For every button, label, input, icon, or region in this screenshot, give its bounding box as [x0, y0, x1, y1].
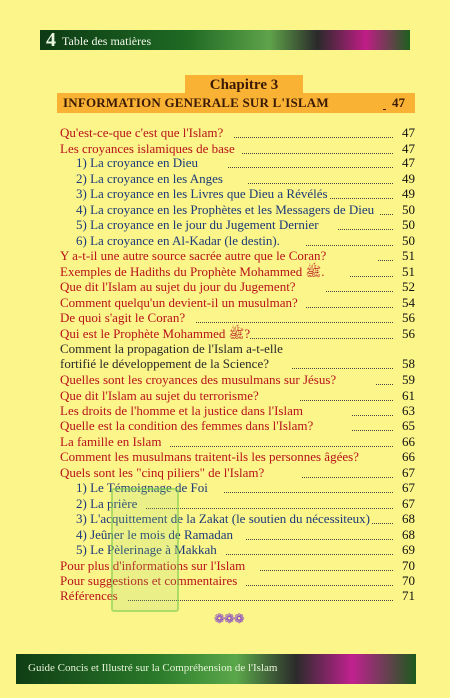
toc-leader	[352, 403, 393, 416]
toc-entry-label: 5) La croyance en le jour du Jugement Dernier	[76, 217, 319, 232]
toc-entry-page: 69	[402, 542, 415, 557]
toc-entry-label: 2) La croyance en les Anges	[76, 171, 223, 186]
toc-entry-page: 51	[402, 264, 415, 279]
toc-leader	[292, 356, 393, 369]
toc-entry[interactable]	[76, 217, 415, 233]
toc-leader	[376, 372, 393, 385]
toc-leader	[260, 558, 393, 571]
chapter-label: Chapitre 3	[185, 75, 303, 95]
toc-leader	[302, 465, 393, 478]
toc-entry-label: Exemples de Hadiths du Prophète Mohammed ﷺ.	[60, 264, 325, 279]
toc-leader	[326, 279, 393, 292]
toc-entry-page: 49	[402, 171, 415, 186]
toc-leader	[350, 264, 393, 277]
toc-entry-label: Quelle est la condition des femmes dans l'Islam?	[60, 418, 314, 433]
toc-entry-label: Comment quelqu'un devient-il un musulman?	[60, 295, 298, 310]
toc-leader	[246, 573, 393, 586]
toc-entry-page: 58	[402, 356, 415, 371]
toc-entry[interactable]	[60, 295, 415, 311]
toc-leader	[372, 511, 393, 524]
toc-entry-page: 59	[402, 372, 415, 387]
toc-entry-label: Pour plus d'informations sur l'Islam	[60, 558, 246, 573]
page-number: 4	[46, 29, 56, 51]
toc-leader	[234, 125, 393, 138]
toc-entry-page: 49	[402, 186, 415, 201]
toc-leader	[146, 496, 393, 509]
toc-entry-page: 51	[402, 248, 415, 263]
toc-entry-label: 4) Jeûner le mois de Ramadan	[76, 527, 234, 542]
toc-entry-label: Comment les musulmans traitent-ils les personnes âgées?	[60, 449, 359, 464]
toc-entry[interactable]	[76, 202, 415, 218]
toc-entry[interactable]	[60, 125, 415, 141]
toc-entry-label: 2) La prière	[76, 496, 138, 511]
toc-entry[interactable]	[60, 434, 415, 450]
toc-entry-label: Que dit l'Islam au sujet du jour du Jugement?	[60, 279, 296, 294]
toc-entry-page: 67	[402, 465, 415, 480]
toc-leader	[300, 388, 393, 401]
toc-entry-page: 68	[402, 511, 415, 526]
page-header	[40, 30, 410, 50]
toc-entry[interactable]	[60, 403, 415, 419]
toc-entry[interactable]	[60, 310, 415, 326]
toc-entry[interactable]	[76, 186, 415, 202]
toc-entry-page: 70	[402, 573, 415, 588]
toc-leader	[352, 418, 393, 431]
toc-entry[interactable]	[60, 341, 415, 357]
toc-entry-label: Qui est le Prophète Mohammed ﷺ?	[60, 326, 251, 341]
toc-entry[interactable]	[60, 279, 415, 295]
toc-entry-page: 66	[402, 449, 415, 464]
ornament-icon: ❁❁❁	[214, 611, 244, 626]
toc-entry-page: 61	[402, 388, 415, 403]
toc-entry-page: 71	[402, 588, 415, 603]
toc-entry-label: Que dit l'Islam au sujet du terrorisme?	[60, 388, 259, 403]
toc-leader	[330, 186, 393, 199]
section-heading[interactable]	[57, 93, 415, 113]
toc-entry-page: 67	[402, 480, 415, 495]
toc-leader	[380, 202, 393, 215]
toc-entry[interactable]	[60, 388, 415, 404]
toc-entry-label: Y a-t-il une autre source sacrée autre que le Coran?	[60, 248, 327, 263]
toc-entry-page: 50	[402, 233, 415, 248]
toc-entry-label: Les croyances islamiques de base	[60, 141, 235, 156]
toc-entry-page: 56	[402, 310, 415, 325]
toc-entry-page: 47	[402, 155, 415, 170]
toc-leader	[228, 155, 393, 168]
toc-entry[interactable]	[60, 372, 415, 388]
toc-entry-page: 70	[402, 558, 415, 573]
toc-entry-page: 68	[402, 527, 415, 542]
toc-entry[interactable]	[76, 171, 415, 187]
page-footer	[16, 654, 416, 684]
toc-entry-page: 50	[402, 202, 415, 217]
toc-entry-page: 63	[402, 403, 415, 418]
toc-entry-page: 67	[402, 496, 415, 511]
decorative-stamp	[111, 488, 179, 612]
toc-entry-label: Références	[60, 588, 118, 603]
toc-entry[interactable]	[60, 356, 415, 372]
toc-entry-page: 47	[402, 125, 415, 140]
toc-entry-label: 3) L'acquittement de la Zakat (le soutien du nécessiteux)	[76, 511, 371, 526]
toc-entry-label: 1) La croyance en Dieu	[76, 155, 198, 170]
toc-leader	[196, 310, 393, 323]
toc-leader	[378, 248, 393, 261]
toc-entry-label: La famille en Islam	[60, 434, 162, 449]
toc-entry-page: 50	[402, 217, 415, 232]
toc-leader	[242, 141, 393, 154]
toc-entry[interactable]	[60, 418, 415, 434]
toc-entry-label: Pour suggestions et commentaires	[60, 573, 238, 588]
toc-entry[interactable]	[60, 326, 415, 342]
toc-leader	[338, 217, 393, 230]
toc-leader	[246, 527, 393, 540]
toc-entry[interactable]	[76, 233, 415, 249]
section-heading-page: 47	[392, 95, 405, 110]
toc-entry-page: 65	[402, 418, 415, 433]
toc-entry-label: 4) La croyance en les Prophètes et les Messagers de Dieu	[76, 202, 375, 217]
toc-entry-page: 47	[402, 141, 415, 156]
toc-entry-label: 5) Le Pèlerinage à Makkah	[76, 542, 217, 557]
toc-entry[interactable]	[60, 248, 415, 264]
toc-entry-label: De quoi s'agit le Coran?	[60, 310, 186, 325]
toc-entry-label: Qu'est-ce-que c'est que l'Islam?	[60, 125, 224, 140]
toc-entry-label: Quels sont les "cinq piliers" de l'Islam?	[60, 465, 265, 480]
toc-entry-label: fortifié le développement de la Science?	[60, 356, 269, 371]
footer-title: Guide Concis et Illustré sur la Compréhension de l'Islam	[28, 662, 278, 674]
toc-leader	[306, 233, 393, 246]
toc-entry-page: 52	[402, 279, 415, 294]
toc-entry-label: 6) La croyance en Al-Kadar (le destin).	[76, 233, 280, 248]
toc-leader	[248, 171, 393, 184]
toc-leader	[170, 434, 393, 447]
toc-leader	[226, 542, 393, 555]
toc-entry-label: 3) La croyance en les Livres que Dieu a Révélés	[76, 186, 328, 201]
toc-entry-page: 56	[402, 326, 415, 341]
toc-entry[interactable]	[76, 155, 415, 171]
section-heading-leader	[383, 93, 385, 110]
toc-entry[interactable]	[60, 449, 415, 465]
toc-entry-label: 1) Le Témoignage de Foi	[76, 480, 208, 495]
toc-leader	[306, 295, 393, 308]
header-title: Table des matières	[62, 34, 152, 48]
toc-leader	[224, 480, 393, 493]
toc-leader	[250, 326, 393, 339]
section-heading-label: INFORMATION GENERALE SUR L'ISLAM	[63, 95, 329, 110]
toc-entry-label: Quelles sont les croyances des musulmans sur Jésus?	[60, 372, 337, 387]
toc-entry-page: 54	[402, 295, 415, 310]
toc-entry-label: Comment la propagation de l'Islam a-t-elle	[60, 341, 283, 356]
toc-entry-label: Les droits de l'homme et la justice dans l'Islam	[60, 403, 303, 418]
toc-entry[interactable]	[60, 465, 415, 481]
toc-entry[interactable]	[60, 264, 415, 280]
toc-entry-page: 66	[402, 434, 415, 449]
